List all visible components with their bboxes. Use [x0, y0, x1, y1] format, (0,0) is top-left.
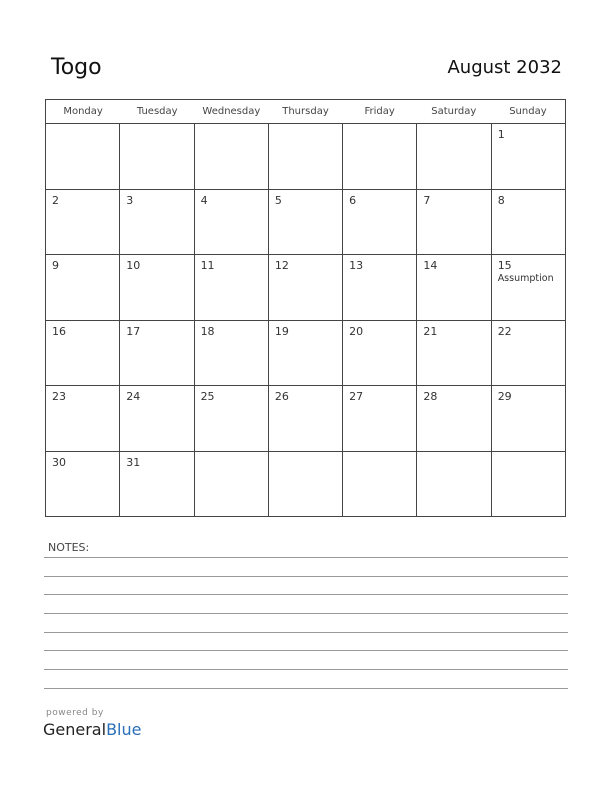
- weekday-header: Friday: [364, 106, 395, 117]
- day-number: 13: [349, 259, 364, 272]
- day-number: 23: [52, 390, 66, 403]
- weekday-header: Tuesday: [136, 106, 178, 117]
- day-number: 25: [200, 390, 215, 403]
- day-number: 18: [200, 324, 215, 338]
- calendar-grid: [45, 99, 566, 517]
- day-cell: [492, 255, 565, 320]
- powered-by-text: powered by: [46, 708, 104, 718]
- week-row: [46, 386, 565, 452]
- day-cell: [417, 321, 491, 386]
- day-cell: [343, 321, 417, 386]
- day-number: 31: [126, 455, 141, 469]
- weekday-header: Thursday: [282, 106, 329, 117]
- day-cell: [343, 190, 417, 255]
- day-number: 3: [126, 193, 134, 207]
- day-cell: [195, 386, 269, 451]
- day-number: 16: [52, 324, 66, 338]
- day-cell: [46, 452, 120, 518]
- day-cell: [492, 452, 565, 518]
- weekday-header: Saturday: [431, 106, 477, 117]
- day-cell: [269, 124, 343, 189]
- day-number: 4: [200, 193, 208, 207]
- day-cell: [120, 124, 194, 189]
- day-cell: [492, 321, 565, 386]
- day-number: 22: [497, 324, 512, 338]
- day-number: 19: [274, 324, 289, 338]
- week-row: [46, 321, 565, 387]
- notes-label: NOTES:: [48, 541, 90, 554]
- day-cell: [46, 321, 120, 386]
- day-number: 29: [497, 390, 512, 403]
- weekday-header: Monday: [63, 106, 103, 117]
- holiday-label: Assumption: [497, 273, 554, 284]
- day-number: 10: [126, 259, 141, 272]
- day-number: 12: [274, 259, 289, 272]
- weekday-header: Sunday: [509, 106, 547, 117]
- brand-general: General: [43, 720, 107, 739]
- brand-logo: [43, 720, 141, 739]
- note-line: [44, 576, 568, 577]
- day-cell: [417, 452, 491, 518]
- day-cell: [195, 255, 269, 320]
- day-cell: [120, 190, 194, 255]
- day-cell: [120, 321, 194, 386]
- day-number: 2: [52, 193, 59, 207]
- day-number: 21: [423, 324, 438, 338]
- day-number: 24: [126, 390, 141, 403]
- day-cell: [269, 190, 343, 255]
- day-cell: [120, 452, 194, 518]
- day-number: 27: [349, 390, 364, 403]
- day-cell: [195, 190, 269, 255]
- week-row: [46, 124, 565, 190]
- day-cell: [492, 190, 565, 255]
- day-number: 8: [497, 193, 505, 207]
- day-number: 6: [349, 193, 357, 207]
- note-line: [44, 613, 568, 614]
- day-number: 26: [274, 390, 289, 403]
- month-year-title: August 2032: [447, 57, 562, 78]
- day-cell: [120, 255, 194, 320]
- day-cell: [269, 452, 343, 518]
- week-row: [46, 452, 565, 518]
- note-line: [44, 557, 568, 558]
- day-cell: [269, 386, 343, 451]
- day-cell: [120, 386, 194, 451]
- brand-blue: Blue: [106, 720, 142, 739]
- day-cell: [343, 386, 417, 451]
- day-cell: [343, 452, 417, 518]
- weekday-header: Wednesday: [202, 106, 261, 117]
- day-cell: [492, 386, 565, 451]
- day-cell: [269, 255, 343, 320]
- day-number: 9: [52, 259, 59, 272]
- day-number: 11: [200, 259, 215, 272]
- note-line: [44, 650, 568, 651]
- weekday-header-row: [46, 100, 565, 124]
- day-number: 20: [349, 324, 364, 338]
- day-number: 1: [497, 128, 505, 141]
- note-line: [44, 669, 568, 670]
- day-number: 14: [423, 259, 438, 272]
- day-cell: [417, 255, 491, 320]
- day-number: 28: [423, 390, 438, 403]
- day-cell: [417, 190, 491, 255]
- week-row: [46, 190, 565, 256]
- day-number: 5: [274, 193, 282, 207]
- note-line: [44, 632, 568, 633]
- day-cell: [195, 452, 269, 518]
- day-cell: [417, 386, 491, 451]
- day-number: 15: [497, 259, 512, 272]
- day-cell: [46, 386, 120, 451]
- day-number: 17: [126, 324, 141, 338]
- day-cell: [195, 124, 269, 189]
- day-cell: [195, 321, 269, 386]
- day-cell: [343, 255, 417, 320]
- note-line: [44, 594, 568, 595]
- day-number: 7: [423, 193, 431, 207]
- day-number: 30: [52, 455, 66, 469]
- day-cell: [46, 190, 120, 255]
- day-cell: [46, 124, 120, 189]
- day-cell: [343, 124, 417, 189]
- day-cell: [417, 124, 491, 189]
- day-cell: [492, 124, 565, 189]
- week-row: [46, 255, 565, 321]
- day-cell: [46, 255, 120, 320]
- day-cell: [269, 321, 343, 386]
- country-title: Togo: [51, 55, 102, 80]
- note-line: [44, 688, 568, 689]
